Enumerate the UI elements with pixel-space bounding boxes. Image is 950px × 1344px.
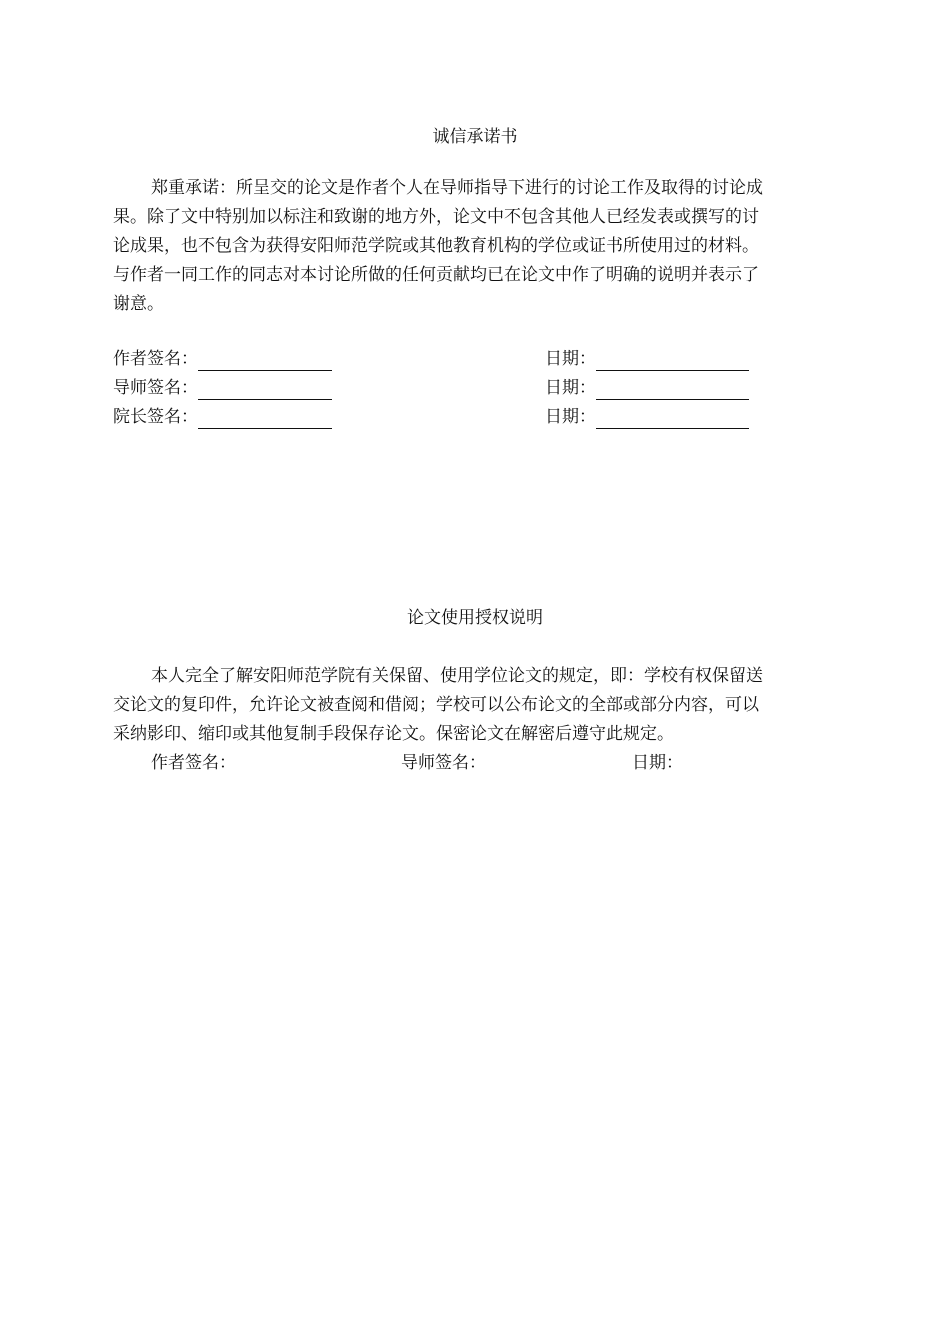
dean-signature-row [113, 405, 332, 429]
advisor-date-line[interactable] [596, 379, 749, 400]
authorization-line: 采纳影印、缩印或其他复制手段保存论文。保密论文在解密后遵守此规定。 [113, 724, 674, 744]
auth-author-signature-label: 作者签名： [151, 753, 236, 773]
author-date-row [545, 347, 749, 371]
dean-date-row [545, 405, 749, 429]
authorization-line: 交论文的复印件，允许论文被查阅和借阅；学校可以公布论文的全部或部分内容，可以 [113, 695, 759, 715]
author-signature-row [113, 347, 332, 371]
integrity-line: 郑重承诺：所呈交的论文是作者个人在导师指导下进行的讨论工作及取得的讨论成 [151, 178, 763, 198]
integrity-line: 果。除了文中特别加以标注和致谢的地方外，论文中不包含其他人已经发表或撰写的讨 [113, 207, 759, 227]
advisor-date-label: 日期： [545, 378, 596, 398]
dean-date-line[interactable] [596, 408, 749, 429]
auth-advisor-signature-label: 导师签名： [401, 753, 486, 773]
advisor-signature-row [113, 376, 332, 400]
integrity-title: 诚信承诺书 [432, 127, 518, 147]
integrity-line: 谢意。 [113, 294, 164, 314]
dean-signature-line[interactable] [198, 408, 332, 429]
dean-date-label: 日期： [545, 407, 596, 427]
integrity-line: 与作者一同工作的同志对本讨论所做的任何贡献均已在论文中作了明确的说明并表示了 [113, 265, 759, 285]
advisor-signature-line[interactable] [198, 379, 332, 400]
author-signature-label: 作者签名： [113, 349, 198, 369]
authorization-title: 论文使用授权说明 [407, 608, 543, 628]
integrity-line: 论成果，也不包含为获得安阳师范学院或其他教育机构的学位或证书所使用过的材料。 [113, 236, 759, 256]
auth-date-label: 日期： [632, 753, 683, 773]
integrity-paragraph [113, 174, 858, 319]
authorization-paragraph [113, 662, 858, 749]
author-signature-line[interactable] [198, 350, 332, 371]
dean-signature-label: 院长签名： [113, 407, 198, 427]
author-date-line[interactable] [596, 350, 749, 371]
advisor-date-row [545, 376, 749, 400]
advisor-signature-label: 导师签名： [113, 378, 198, 398]
authorization-line: 本人完全了解安阳师范学院有关保留、使用学位论文的规定，即：学校有权保留送 [151, 666, 763, 686]
author-date-label: 日期： [545, 349, 596, 369]
